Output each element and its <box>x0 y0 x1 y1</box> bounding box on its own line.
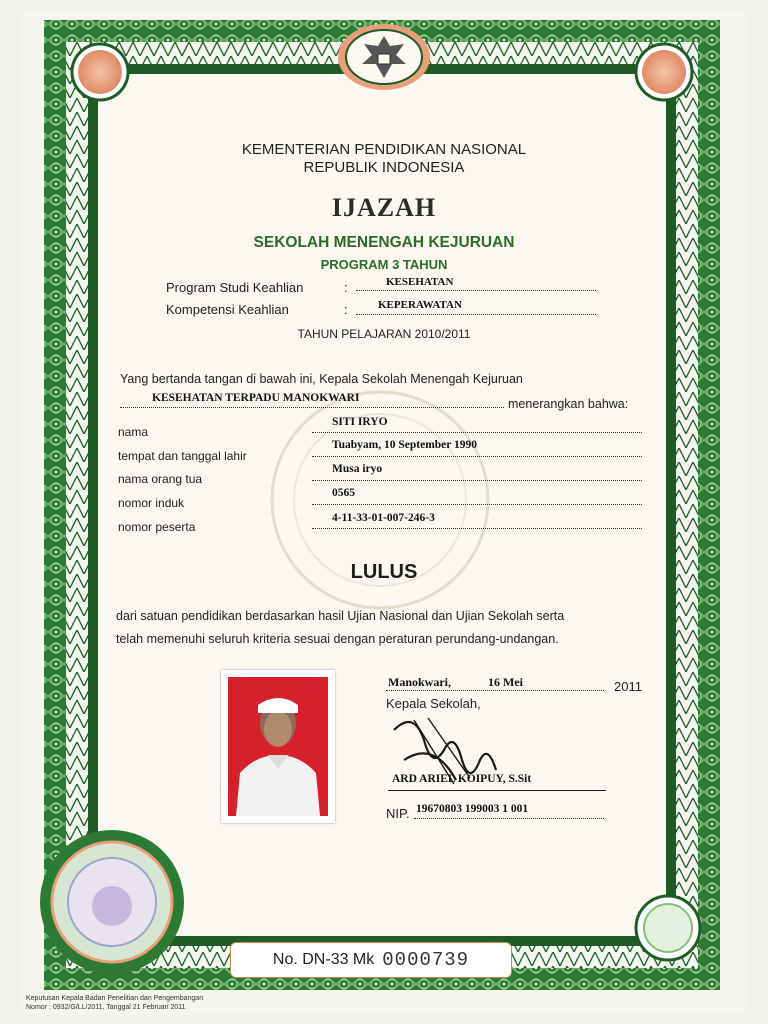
serial-prefix: No. DN-33 Mk <box>272 951 375 968</box>
field-value-parent: Musa iryo <box>332 463 383 475</box>
field-label-birth: tempat dan tanggal lahir <box>118 449 247 463</box>
ministry-line-1: KEMENTERIAN PENDIDIKAN NASIONAL <box>241 141 527 158</box>
sign-role: Kepala Sekolah, <box>386 696 481 711</box>
result-status: LULUS <box>350 561 418 583</box>
school-name: KESEHATAN TERPADU MANOKWARI <box>152 392 360 404</box>
colon: : <box>344 302 348 317</box>
field-line <box>312 490 642 505</box>
program-duration: PROGRAM 3 TAHUN <box>320 257 448 272</box>
ministry-line-2: REPUBLIK INDONESIA <box>303 159 465 176</box>
study-program-value: KESEHATAN <box>386 276 454 288</box>
field-value-birth: Tuabyam, 10 September 1990 <box>332 439 478 451</box>
principal-name: ARD ARIEL KOIPUY, S.Sit <box>392 773 532 785</box>
competency-label: Kompetensi Keahlian <box>166 302 289 317</box>
garuda-emblem-icon <box>336 22 432 92</box>
intro-text: Yang bertanda tangan di bawah ini, Kepala Sekolah Menengah Kejuruan <box>120 372 523 386</box>
serial-number: 0000739 <box>382 949 470 971</box>
statement-line-1: dari satuan pendidikan berdasarkan hasil Ujian Nasional dan Ujian Sekolah serta <box>116 609 565 623</box>
ministry-header <box>0 141 768 177</box>
statement-line-2: telah memenuhi seluruh kriteria sesuai dengan peraturan perundang-undangan. <box>116 632 559 646</box>
serial-number-box <box>230 942 512 978</box>
field-value-participant-no: 4-11-33-01-007-246-3 <box>332 512 435 524</box>
nip-label: NIP. <box>386 806 410 821</box>
study-program-label: Program Studi Keahlian <box>166 280 304 295</box>
competency-value: KEPERAWATAN <box>378 299 462 311</box>
field-value-name: SITI IRYO <box>332 416 388 428</box>
footer-line-2: Nomor : 0932/G/LL/2011, Tanggal 21 Februari 2011 <box>26 1004 186 1011</box>
field-label-parent: nama orang tua <box>118 472 203 486</box>
nip-line <box>414 806 604 819</box>
field-label-name: nama <box>118 425 149 439</box>
intro-suffix: menerangkan bahwa: <box>508 397 629 411</box>
field-value-student-no: 0565 <box>332 487 355 499</box>
footer-note <box>26 994 203 1012</box>
school-type: SEKOLAH MENENGAH KEJURUAN <box>253 234 515 251</box>
sign-place: Manokwari, <box>388 675 451 689</box>
colon: : <box>344 280 348 295</box>
field-label-student-no: nomor induk <box>118 496 185 510</box>
field-label-participant-no: nomor peserta <box>118 520 196 534</box>
sign-date: 16 Mei <box>488 675 523 689</box>
sign-year: 2011 <box>614 679 642 694</box>
nip-value: 19670803 199003 1 001 <box>416 803 529 815</box>
sign-date-line <box>386 678 604 691</box>
footer-line-1: Keputusan Kepala Badan Penelitian dan Pengembangan <box>26 995 204 1002</box>
academic-year: TAHUN PELAJARAN 2010/2011 <box>297 327 471 341</box>
student-photo-image <box>228 677 328 816</box>
student-photo <box>221 670 335 823</box>
document-title: IJAZAH <box>331 193 437 222</box>
principal-name-underline <box>388 790 606 791</box>
